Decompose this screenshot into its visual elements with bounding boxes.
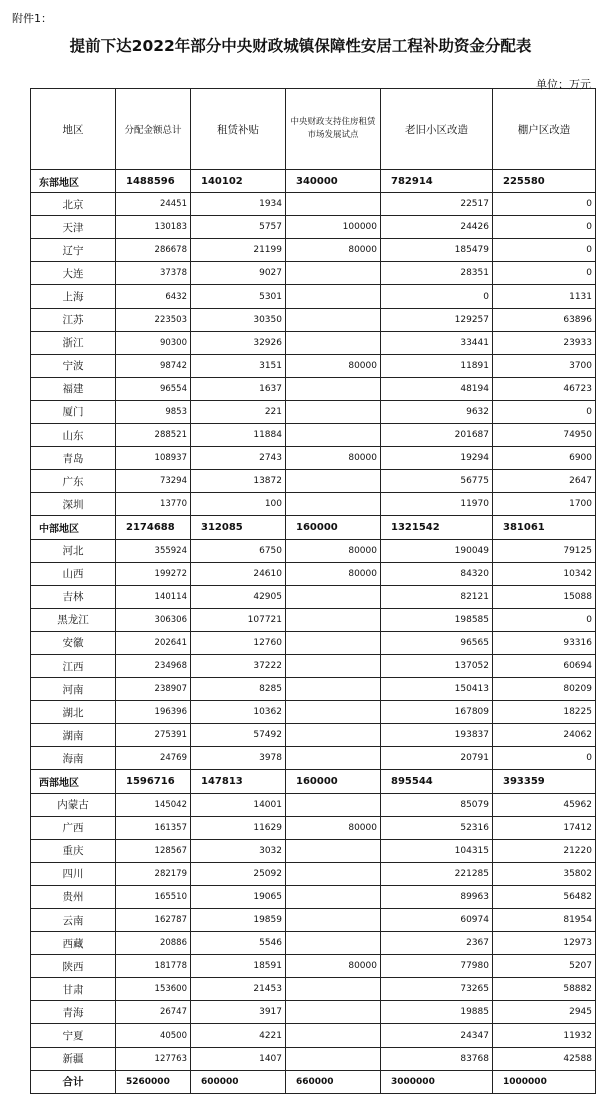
amount-cell: 145042 [116,793,191,816]
amount-cell: 282179 [116,862,191,885]
table-row [31,447,596,470]
amount-cell: 5207 [493,955,596,978]
amount-cell: 60974 [381,909,493,932]
header-total-amount: 分配金额总计 [116,89,191,170]
region-name: 黑龙江 [31,608,116,631]
amount-cell [286,701,381,724]
amount-cell: 26747 [116,1001,191,1024]
amount-cell: 58882 [493,978,596,1001]
region-name: 重庆 [31,839,116,862]
amount-cell: 19885 [381,1001,493,1024]
table-row [31,724,596,747]
group-total-cell: 393359 [493,770,596,793]
amount-cell: 40500 [116,1024,191,1047]
amount-cell [286,470,381,493]
region-name: 辽宁 [31,239,116,262]
table-row [31,885,596,908]
table-row [31,400,596,423]
group-total-cell: 140102 [191,170,286,193]
amount-cell [286,631,381,654]
region-name: 浙江 [31,331,116,354]
amount-cell: 2945 [493,1001,596,1024]
amount-cell: 15088 [493,585,596,608]
amount-cell: 98742 [116,354,191,377]
table-row [31,816,596,839]
amount-cell: 63896 [493,308,596,331]
group-total-cell: 160000 [286,770,381,793]
table-row [31,1024,596,1047]
amount-cell: 23933 [493,331,596,354]
group-total-cell: 147813 [191,770,286,793]
amount-cell: 19859 [191,909,286,932]
amount-cell [286,654,381,677]
amount-cell: 11970 [381,493,493,516]
amount-cell: 6900 [493,447,596,470]
grand-total-cell: 660000 [286,1070,381,1093]
amount-cell: 0 [381,285,493,308]
amount-cell: 35802 [493,862,596,885]
amount-cell [286,262,381,285]
amount-cell: 140114 [116,585,191,608]
table-row [31,1001,596,1024]
amount-cell: 198585 [381,608,493,631]
amount-cell: 80000 [286,447,381,470]
table-row [31,839,596,862]
amount-cell: 0 [493,262,596,285]
amount-cell: 0 [493,239,596,262]
amount-cell: 13770 [116,493,191,516]
amount-cell: 2743 [191,447,286,470]
amount-cell: 12973 [493,932,596,955]
amount-cell: 9027 [191,262,286,285]
amount-cell [286,493,381,516]
region-name: 大连 [31,262,116,285]
amount-cell: 162787 [116,909,191,932]
amount-cell: 83768 [381,1047,493,1070]
amount-cell: 190049 [381,539,493,562]
amount-cell: 100000 [286,216,381,239]
region-name: 广东 [31,470,116,493]
amount-cell: 48194 [381,377,493,400]
amount-cell: 11891 [381,354,493,377]
amount-cell: 161357 [116,816,191,839]
amount-cell: 286678 [116,239,191,262]
table-row [31,562,596,585]
region-name: 吉林 [31,585,116,608]
table-row [31,631,596,654]
group-total-row [31,170,596,193]
amount-cell: 80000 [286,955,381,978]
amount-cell: 11884 [191,424,286,447]
amount-cell: 80000 [286,354,381,377]
region-name: 青海 [31,1001,116,1024]
group-total-cell: 1321542 [381,516,493,539]
amount-cell: 9853 [116,400,191,423]
amount-cell: 1131 [493,285,596,308]
grand-total-label: 合计 [31,1070,116,1093]
table-row [31,285,596,308]
amount-cell: 306306 [116,608,191,631]
amount-cell: 181778 [116,955,191,978]
amount-cell [286,839,381,862]
amount-cell: 202641 [116,631,191,654]
region-name: 安徽 [31,631,116,654]
amount-cell: 0 [493,608,596,631]
amount-cell: 52316 [381,816,493,839]
group-total-cell: 895544 [381,770,493,793]
amount-cell: 33441 [381,331,493,354]
amount-cell: 185479 [381,239,493,262]
amount-cell [286,978,381,1001]
amount-cell [286,1047,381,1070]
region-name: 江苏 [31,308,116,331]
amount-cell: 28351 [381,262,493,285]
table-row [31,539,596,562]
amount-cell: 25092 [191,862,286,885]
amount-cell: 165510 [116,885,191,908]
amount-cell: 9632 [381,400,493,423]
region-name: 湖北 [31,701,116,724]
amount-cell: 56482 [493,885,596,908]
header-old-community-renovation: 老旧小区改造 [381,89,493,170]
group-name: 中部地区 [31,516,116,539]
amount-cell: 42588 [493,1047,596,1070]
region-name: 甘肃 [31,978,116,1001]
amount-cell [286,932,381,955]
amount-cell: 18591 [191,955,286,978]
amount-cell: 223503 [116,308,191,331]
amount-cell: 80000 [286,816,381,839]
table-row [31,932,596,955]
amount-cell: 84320 [381,562,493,585]
table-row [31,354,596,377]
group-total-cell: 1488596 [116,170,191,193]
amount-cell: 89963 [381,885,493,908]
amount-cell: 196396 [116,701,191,724]
region-name: 山东 [31,424,116,447]
group-total-cell: 312085 [191,516,286,539]
amount-cell [286,331,381,354]
amount-cell [286,400,381,423]
region-name: 贵州 [31,885,116,908]
table-row [31,955,596,978]
amount-cell [286,1001,381,1024]
amount-cell: 24610 [191,562,286,585]
amount-cell: 96554 [116,377,191,400]
table-row [31,470,596,493]
region-name: 河南 [31,678,116,701]
amount-cell: 107721 [191,608,286,631]
amount-cell: 167809 [381,701,493,724]
amount-cell: 37222 [191,654,286,677]
amount-cell: 3978 [191,747,286,770]
amount-cell [286,747,381,770]
grand-total-cell: 1000000 [493,1070,596,1093]
amount-cell: 85079 [381,793,493,816]
amount-cell: 234968 [116,654,191,677]
document-title: 提前下达2022年部分中央财政城镇保障性安居工程补助资金分配表 [69,37,532,55]
amount-cell: 73294 [116,470,191,493]
amount-cell: 5546 [191,932,286,955]
group-total-cell: 160000 [286,516,381,539]
region-name: 山西 [31,562,116,585]
amount-cell: 127763 [116,1047,191,1070]
amount-cell: 21220 [493,839,596,862]
amount-cell: 3151 [191,354,286,377]
amount-cell: 0 [493,747,596,770]
amount-cell: 42905 [191,585,286,608]
amount-cell: 14001 [191,793,286,816]
amount-cell [286,193,381,216]
amount-cell: 80000 [286,239,381,262]
grand-total-row [31,1070,596,1093]
amount-cell: 1407 [191,1047,286,1070]
amount-cell: 24062 [493,724,596,747]
grand-total-cell: 5260000 [116,1070,191,1093]
amount-cell: 10362 [191,701,286,724]
allocation-table [30,88,596,1094]
amount-cell [286,1024,381,1047]
amount-cell: 108937 [116,447,191,470]
region-name: 四川 [31,862,116,885]
amount-cell: 60694 [493,654,596,677]
amount-cell: 10342 [493,562,596,585]
amount-cell: 20791 [381,747,493,770]
amount-cell: 79125 [493,539,596,562]
amount-cell: 6750 [191,539,286,562]
table-header-row [31,89,596,170]
region-name: 海南 [31,747,116,770]
amount-cell: 19065 [191,885,286,908]
grand-total-cell: 600000 [191,1070,286,1093]
amount-cell: 5757 [191,216,286,239]
region-name: 厦门 [31,400,116,423]
amount-cell: 193837 [381,724,493,747]
amount-cell: 90300 [116,331,191,354]
amount-cell: 275391 [116,724,191,747]
amount-cell: 1637 [191,377,286,400]
attachment-label: 附件1： [12,12,52,25]
grand-total-cell: 3000000 [381,1070,493,1093]
amount-cell: 19294 [381,447,493,470]
amount-cell: 24769 [116,747,191,770]
region-name: 广西 [31,816,116,839]
amount-cell: 153600 [116,978,191,1001]
table-row [31,493,596,516]
amount-cell [286,909,381,932]
group-name: 东部地区 [31,170,116,193]
amount-cell: 130183 [116,216,191,239]
region-name: 宁波 [31,354,116,377]
amount-cell: 12760 [191,631,286,654]
amount-cell [286,793,381,816]
amount-cell: 21199 [191,239,286,262]
amount-cell: 5301 [191,285,286,308]
group-total-cell: 225580 [493,170,596,193]
amount-cell: 4221 [191,1024,286,1047]
amount-cell: 104315 [381,839,493,862]
region-name: 湖南 [31,724,116,747]
amount-cell: 221 [191,400,286,423]
amount-cell: 80209 [493,678,596,701]
amount-cell: 80000 [286,562,381,585]
table-row [31,678,596,701]
amount-cell: 57492 [191,724,286,747]
amount-cell: 21453 [191,978,286,1001]
amount-cell: 150413 [381,678,493,701]
amount-cell: 74950 [493,424,596,447]
amount-cell [286,678,381,701]
amount-cell: 22517 [381,193,493,216]
region-name: 云南 [31,909,116,932]
region-name: 江西 [31,654,116,677]
amount-cell [286,885,381,908]
amount-cell: 93316 [493,631,596,654]
amount-cell: 13872 [191,470,286,493]
amount-cell: 6432 [116,285,191,308]
allocation-table-container [30,88,595,1094]
amount-cell [286,608,381,631]
header-rental-subsidy: 租赁补贴 [191,89,286,170]
region-name: 西藏 [31,932,116,955]
group-total-row [31,770,596,793]
amount-cell: 2367 [381,932,493,955]
amount-cell: 17412 [493,816,596,839]
table-row [31,424,596,447]
table-row [31,1047,596,1070]
amount-cell: 199272 [116,562,191,585]
amount-cell: 238907 [116,678,191,701]
region-name: 陕西 [31,955,116,978]
region-name: 深圳 [31,493,116,516]
table-row [31,193,596,216]
amount-cell: 221285 [381,862,493,885]
amount-cell: 96565 [381,631,493,654]
group-total-cell: 340000 [286,170,381,193]
table-row [31,978,596,1001]
region-name: 天津 [31,216,116,239]
region-name: 青岛 [31,447,116,470]
region-name: 宁夏 [31,1024,116,1047]
table-row [31,654,596,677]
amount-cell [286,862,381,885]
header-shantytown-renovation: 棚户区改造 [493,89,596,170]
amount-cell: 1934 [191,193,286,216]
amount-cell: 137052 [381,654,493,677]
amount-cell [286,585,381,608]
table-row [31,377,596,400]
group-total-cell: 782914 [381,170,493,193]
amount-cell: 73265 [381,978,493,1001]
amount-cell: 8285 [191,678,286,701]
amount-cell: 24426 [381,216,493,239]
table-row [31,308,596,331]
amount-cell [286,724,381,747]
amount-cell: 37378 [116,262,191,285]
amount-cell: 355924 [116,539,191,562]
region-name: 北京 [31,193,116,216]
amount-cell: 288521 [116,424,191,447]
amount-cell: 77980 [381,955,493,978]
amount-cell: 11932 [493,1024,596,1047]
amount-cell: 0 [493,216,596,239]
table-row [31,216,596,239]
region-name: 新疆 [31,1047,116,1070]
group-total-cell: 381061 [493,516,596,539]
amount-cell: 45962 [493,793,596,816]
table-row [31,239,596,262]
amount-cell [286,377,381,400]
amount-cell: 100 [191,493,286,516]
region-name: 福建 [31,377,116,400]
amount-cell: 129257 [381,308,493,331]
table-body [31,170,596,1094]
amount-cell [286,308,381,331]
amount-cell: 24451 [116,193,191,216]
amount-cell: 80000 [286,539,381,562]
amount-cell: 11629 [191,816,286,839]
amount-cell: 3700 [493,354,596,377]
amount-cell: 81954 [493,909,596,932]
amount-cell: 3917 [191,1001,286,1024]
table-row [31,747,596,770]
group-total-cell: 1596716 [116,770,191,793]
amount-cell: 56775 [381,470,493,493]
region-name: 河北 [31,539,116,562]
group-total-row [31,516,596,539]
region-name: 上海 [31,285,116,308]
region-name: 内蒙古 [31,793,116,816]
amount-cell [286,424,381,447]
amount-cell: 128567 [116,839,191,862]
table-row [31,262,596,285]
table-row [31,608,596,631]
amount-cell: 30350 [191,308,286,331]
table-row [31,701,596,724]
unit-label: 单位：万元 [536,78,591,91]
table-row [31,909,596,932]
amount-cell: 82121 [381,585,493,608]
header-region: 地区 [31,89,116,170]
table-row [31,331,596,354]
amount-cell: 3032 [191,839,286,862]
amount-cell: 20886 [116,932,191,955]
header-rental-market-pilot: 中央财政支持住房租赁市场发展试点 [286,89,381,170]
amount-cell: 0 [493,193,596,216]
amount-cell [286,285,381,308]
amount-cell: 1700 [493,493,596,516]
table-row [31,862,596,885]
amount-cell: 46723 [493,377,596,400]
table-row [31,793,596,816]
amount-cell: 18225 [493,701,596,724]
amount-cell: 32926 [191,331,286,354]
amount-cell: 201687 [381,424,493,447]
table-row [31,585,596,608]
group-name: 西部地区 [31,770,116,793]
amount-cell: 2647 [493,470,596,493]
amount-cell: 24347 [381,1024,493,1047]
amount-cell: 0 [493,400,596,423]
group-total-cell: 2174688 [116,516,191,539]
